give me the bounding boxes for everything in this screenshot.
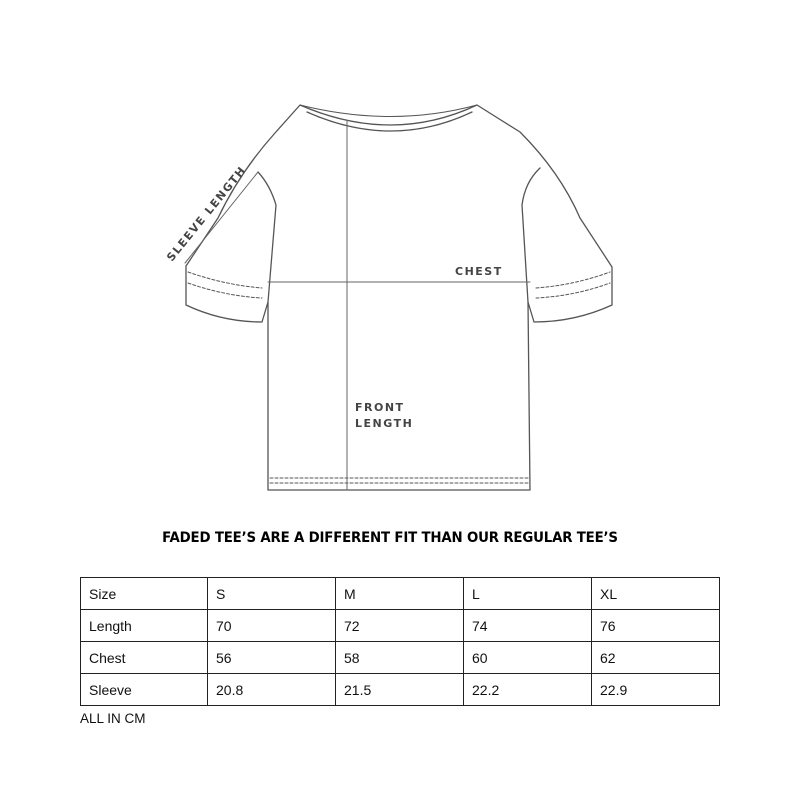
table-row	[81, 610, 720, 642]
header-cell: L	[464, 578, 592, 610]
sleeve-length-label: SLEEVE LENGTH	[164, 163, 249, 264]
neckline	[307, 112, 472, 131]
table-header-row	[81, 578, 720, 610]
front-length-label-line2: LENGTH	[355, 417, 414, 430]
header-cell: XL	[592, 578, 720, 610]
table-cell: 76	[592, 610, 720, 642]
bottom-hem	[270, 478, 528, 483]
row-label: Sleeve	[81, 674, 208, 706]
table-cell: 56	[208, 642, 336, 674]
row-label: Length	[81, 610, 208, 642]
table-cell: 58	[336, 642, 464, 674]
fit-notice-headline: FADED TEE’S ARE A DIFFERENT FIT THAN OUR REGULAR TEE’S	[162, 530, 618, 546]
unit-note: ALL IN CM	[80, 711, 146, 726]
table-cell: 20.8	[208, 674, 336, 706]
table-cell: 21.5	[336, 674, 464, 706]
header-cell: S	[208, 578, 336, 610]
header-cell: Size	[81, 578, 208, 610]
table-cell: 62	[592, 642, 720, 674]
table-cell: 22.2	[464, 674, 592, 706]
table-cell: 60	[464, 642, 592, 674]
table-row	[81, 674, 720, 706]
header-cell: M	[336, 578, 464, 610]
size-chart-table	[80, 577, 720, 706]
table-cell: 70	[208, 610, 336, 642]
table-cell: 72	[336, 610, 464, 642]
table-row	[81, 642, 720, 674]
row-label: Chest	[81, 642, 208, 674]
table-cell: 22.9	[592, 674, 720, 706]
chest-label: CHEST	[455, 265, 503, 278]
left-sleeve-hem	[188, 272, 262, 298]
table-cell: 74	[464, 610, 592, 642]
front-length-label-line1: FRONT	[355, 401, 405, 414]
right-sleeve-hem	[536, 272, 610, 298]
